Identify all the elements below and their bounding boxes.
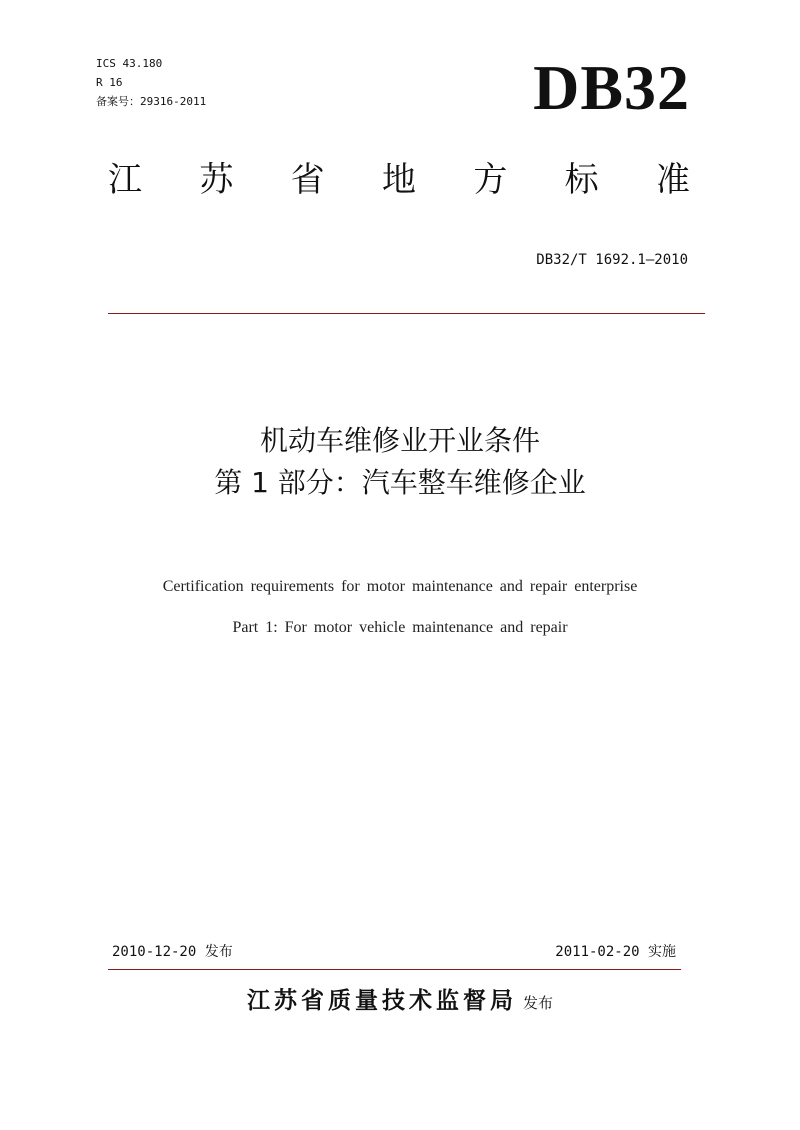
issue-date: 2010-12-20 发布 bbox=[112, 944, 233, 960]
chinese-title-line-1: 机动车维修业开业条件 bbox=[259, 424, 540, 457]
standard-metadata bbox=[96, 54, 206, 111]
standard-number: DB32/T 1692.1—2010 bbox=[536, 252, 688, 268]
chinese-title-line-2: 第 1 部分：汽车整车维修企业 bbox=[214, 466, 586, 499]
standard-type-char: 江 bbox=[108, 160, 142, 200]
standard-type-char: 准 bbox=[655, 160, 690, 200]
top-divider bbox=[108, 313, 705, 314]
english-title-line-2: Part 1: For motor vehicle maintenance and repair bbox=[232, 619, 568, 636]
english-title-line-1: Certification requirements for motor maintenance and repair enterprise bbox=[162, 578, 638, 595]
chinese-title bbox=[0, 420, 800, 504]
ccs-code: R 16 bbox=[96, 76, 123, 89]
ics-code: ICS 43.180 bbox=[96, 57, 163, 70]
publisher-action: 发布 bbox=[522, 994, 553, 1012]
db32-logo: DB32 bbox=[533, 52, 690, 123]
standard-type-char: 省 bbox=[290, 160, 325, 200]
publisher-organization: 江苏省质量技术监督局 bbox=[246, 988, 517, 1014]
bottom-divider bbox=[108, 969, 681, 970]
standard-type-char: 方 bbox=[473, 160, 508, 200]
english-title bbox=[0, 566, 800, 648]
standard-type-char: 标 bbox=[564, 160, 599, 200]
standard-type-heading bbox=[108, 158, 690, 202]
effective-date: 2011-02-20 实施 bbox=[555, 944, 676, 960]
standard-type-char: 地 bbox=[381, 160, 416, 200]
publisher bbox=[0, 982, 800, 1015]
standard-type-char: 苏 bbox=[199, 160, 234, 200]
record-number: 备案号：29316-2011 bbox=[96, 95, 207, 108]
